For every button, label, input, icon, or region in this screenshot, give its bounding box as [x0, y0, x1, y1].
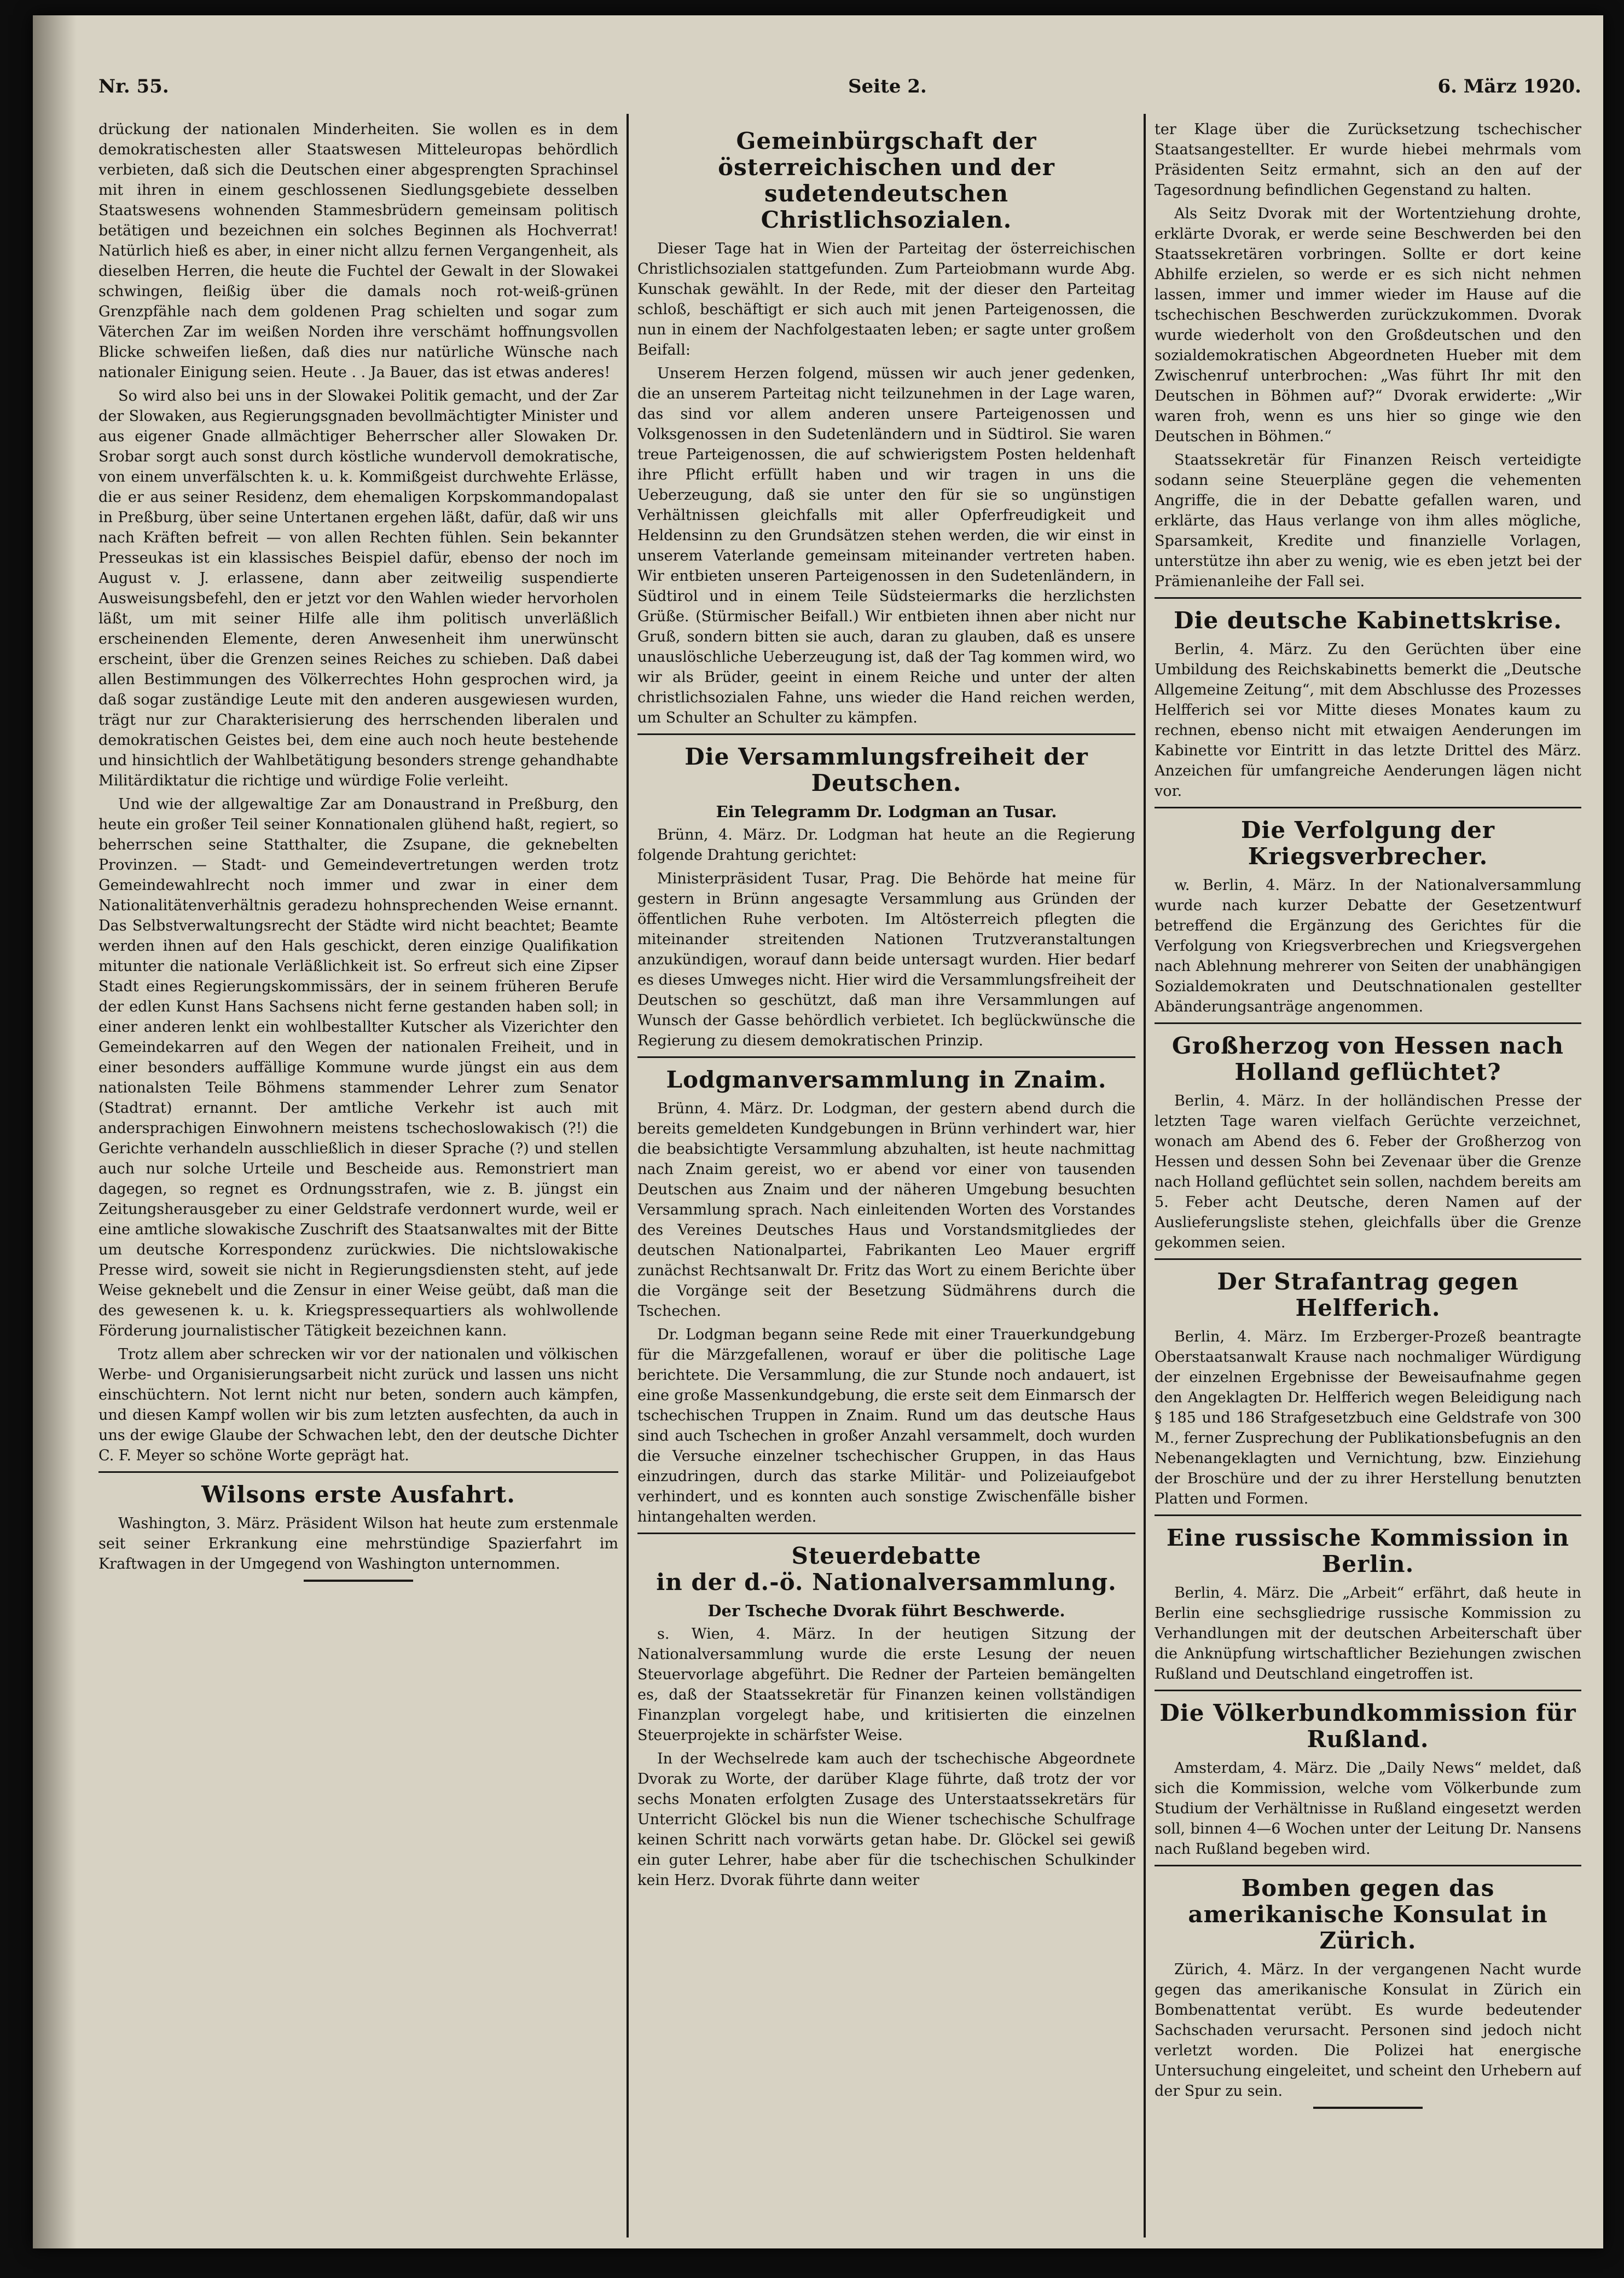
article-title: Die Völkerbundkommission für Rußland. — [1159, 1699, 1576, 1753]
issue-date: 6. März 1920. — [1437, 76, 1581, 97]
paragraph: So wird also bei uns in der Slowakei Politik gemacht, und der Zar der Slowaken, aus Regierungsgnaden bevollmächtigter Minister und aus eigener Gnade allmächtiger Beherrscher aller Slowaken Dr. Srobar sorgt auch sonst durch köstliche wundervoll demokratische, von einem unverfälschten k. u. k. Kommißgeist durchwehte Erlässe, die er aus seiner Residenz, dem ehemaligen Korpskommandopalast in Preßburg, über seine Untertanen ergehen läßt, dafür, daß wir uns nach Kräften befreit — von allen Rechten fühlen. Sein bekannter Presseukas ist ein klassisches Beispiel dafür, ebenso der noch im August v. J. erlassene, dann aber zeitweilig suspendierte Ausweisungsbefehl, den er jetzt vor den Wahlen wieder hervorholen läßt, um mit seiner Hilfe alle ihm politisch unverläßlich erscheinenden Elemente, deren Anwesenheit ihm unerwünscht erscheint, über die Grenzen seines Reiches zu schieben. Daß dabei allen Bestimmungen des Völkerrechtes Hohn gesprochen wird, ja daß sogar zuständige Leute mit den anderen ausgewiesen wurden, trägt nur zur Charakterisierung des herrschenden liberalen und demokratischen Geistes bei, dem eine auch noch heute bestehende und hinsichtlich der Wahlbetätigung besonders strenge gehandhabte Militärdiktatur die richtige und würdige Folie verleiht. — [98, 388, 618, 789]
section-rule — [1155, 1258, 1581, 1260]
paragraph: Und wie der allgewaltige Zar am Donaustrand in Preßburg, den heute ein großer Teil seiner Konnationalen glühend haßt, regiert, so beherrschen seine Statthalter, die Zsupane, die geknebelten Provinzen. — Stadt- und Gemeindevertretungen werden trotz Gemeindewahlrecht noch immer und zwar in einer dem Nationalitätenverhältnis geradezu hohnsprechenden Weise ernannt. Das Selbstverwaltungsrecht der Städte wird nicht beachtet; Beamte werden ihnen auf den Hals geschickt, deren einzige Qualifikation mitunter die nationale Verläßlichkeit ist. So erfreut sich eine Zipser Stadt eines Regierungskommissärs, der in seinem früheren Berufe der edlen Kunst Hans Sachsens nicht ferne gestanden haben soll; in einer anderen lenkt ein wohlbestallter Kutscher als Vizerichter den Gemeindekarren auf den Wegen der nationalen Freiheit, und in einer besonders auffällige Kommune wurde jüngst ein aus dem nationalsten Teile Böhmens stammender Lehrer zum Senator (Stadtrat) ernannt. Der amtliche Verkehr ist auch mit andersprachigen Einwohnern meistens tschechoslowakisch (?!) die Gerichte verhandeln ausschließlich in dieser Sprache (?) und stellen auch nur solche Urteile und Bescheide aus. Remonstriert man dagegen, so regnet es Ordnungsstrafen, wie z. B. jüngst ein Zeitungsherausgeber zu einer Geldstrafe verdonnert wurde, weil er eine amtliche slowakische Zuschrift des Staatsanwaltes mit der Bitte um deutsche Korrespondenz zurückwies. Die nichtslowakische Presse wird, soweit sie nicht in Regierungsdiensten steht, auf jede Weise geknebelt und die Zensur in einer Weise geübt, daß man die des gewesenen k. u. k. Kriegspressequartiers als wohlwollende Förderung journalistischer Tätigkeit bezeichnen kann. — [98, 796, 618, 1339]
paragraph: Berlin, 4. März. In der holländischen Presse der letzten Tage waren vielfach Gerüchte verzeichnet, wonach am Abend des 6. Feber der Großherzog von Hessen und dessen Sohn bei Zevenaar über die Grenze nach Holland geflüchtet sein sollen, nachdem bereits am 5. Feber acht Deutsche, deren Namen auf der Auslieferungsliste stehen, gleichfalls über die Grenze gekommen seien. — [1155, 1092, 1581, 1251]
paragraph: Brünn, 4. März. Dr. Lodgman hat heute an die Regierung folgende Drahtung gerichtet: — [637, 826, 1135, 864]
paragraph: w. Berlin, 4. März. In der Nationalversammlung wurde nach kurzer Debatte der Gesetzentwurf betreffend die Ergänzung des Gerichtes für die Verfolgung von Kriegsverbrechen und Kriegsvergehen nach Ablehnung mehrerer von Seiten der unabhängigen Sozialdemokraten und Deutschnationalen gestellter Abänderungsanträge angenommen. — [1155, 877, 1581, 1015]
section-rule — [1155, 597, 1581, 599]
page-shadow — [33, 15, 77, 2248]
section-rule — [637, 1056, 1135, 1058]
article-title: Der Strafantrag gegen Helfferich. — [1217, 1268, 1519, 1321]
column-divider — [1144, 114, 1146, 2237]
newspaper-page — [33, 15, 1603, 2248]
paragraph: Berlin, 4. März. Die „Arbeit“ erfährt, daß heute in Berlin eine sechsgliedrige russische Kommission zu Verhandlungen mit der deutschen Arbeiterschaft über die Anknüpfung wirtschaftlicher Beziehungen zwischen Rußland und Deutschland eingetroffen ist. — [1155, 1585, 1581, 1683]
article-subtitle: Der Tscheche Dvorak führt Beschwerde. — [707, 1601, 1065, 1620]
page-number: Seite 2. — [848, 76, 927, 97]
end-rule — [304, 1580, 413, 1582]
article-title: Die Verfolgung der Kriegsverbrecher. — [1241, 817, 1495, 870]
paragraph: Brünn, 4. März. Dr. Lodgman, der gestern abend durch die bereits gemeldeten Kundgebungen in Brünn verhindert war, hier die beabsichtigte Versammlung abzuhalten, ist heute nachmittag nach Znaim gereist, wo er abend vor einer von tausenden Deutschen aus Znaim und der näheren Umgebung besuchten Versammlung sprach. Nach einleitenden Worten des Vorstandes des Vereines Deutsches Haus und Vorstandsmitgliedes der deutschen Nationalpartei, Fabrikanten Leo Mauer ergriff zunächst Rechtsanwalt Dr. Fritz das Wort zu einem Berichte über die Vorgänge seit der Besetzung Südmährens durch die Tschechen. — [637, 1100, 1135, 1320]
paragraph: Zürich, 4. März. In der vergangenen Nacht wurde gegen das amerikanische Konsulat in Zürich ein Bombenattentat verübt. Es wurde bedeutender Sachschaden verursacht. Personen sind jedoch nicht verletzt worden. Die Polizei hat energische Untersuchung eingeleitet, und scheint den Urhebern auf der Spur zu sein. — [1155, 1961, 1581, 2100]
paragraph: Washington, 3. März. Präsident Wilson hat heute zum erstenmale seit seiner Erkrankung eine mehrstündige Spazierfahrt im Kraftwagen in der Umgegend von Washington unternommen. — [98, 1515, 618, 1572]
section-rule — [637, 733, 1135, 735]
article-title: Lodgmanversammlung in Znaim. — [666, 1066, 1107, 1093]
article-title: Großherzog von Hessen nach Holland geflüchtet? — [1171, 1032, 1564, 1085]
section-rule — [1155, 1690, 1581, 1691]
paragraph: drückung der nationalen Minderheiten. Sie wollen es in dem demokratischesten aller Staatswesen Mitteleuropas behördlich verbieten, daß sich die Deutschen einer abgesprengten Sprachinsel mit ihren in einem geschlossenen Siedlungsgebiete desselben Staatswesens wohnenden Stammesbrüdern gemeinsam politisch betätigen und bezeichnen ein solches Beginnen als Hochverrat! Natürlich hieß es aber, in einer nicht allzu fernen Vergangenheit, als dieselben Herren, die heute die Fuchtel der Gewalt in der Slowakei schwingen, fleißig über die damals noch rot-weiß-grünen Grenzpfähle nach dem goldenen Prag schielten und sogar zum Väterchen Zar im weißen Norden ihre verschämt hoffnungsvollen Blicke schweifen ließen, daß dies nur natürliche Wünsche nach nationaler Einigung seien. Heute . . Ja Bauer, das ist etwas anderes! — [98, 121, 618, 381]
paragraph: Als Seitz Dvorak mit der Wortentziehung drohte, erklärte Dvorak, er werde seine Beschwerden bei den Staatssekretären vorbringen. Sollte er dort keine Abhilfe erzielen, so werde er es sich nicht nehmen lassen, immer und immer wieder im Hause auf die tschechischen Beschwerden zurückzukommen. Dvorak wurde wiederholt von den Großdeutschen und den sozialdemokratischen Abgeordneten Hueber mit dem Zwischenruf unterbrochen: „Was führt Ihr mit den Deutschen in Böhmen auf?“ Dvorak erwiderte: „Wir waren froh, wenn es uns hier so ginge wie den Deutschen in Böhmen.“ — [1155, 205, 1581, 445]
section-rule — [637, 1533, 1135, 1534]
page-header — [98, 76, 1581, 108]
paragraph: In der Wechselrede kam auch der tschechische Abgeordnete Dvorak zu Worte, der darüber Klage führte, daß trotz der vor sechs Monaten erfolgten Zusage des Unterstaatssekretärs für Unterricht Glöckel bis nun die Wiener tschechische Schulfrage keinen Schritt nach vorwärts getan habe. Dr. Glöckel sei gewiß ein guter Lehrer, habe aber für die tschechischen Schulkinder kein Herz. Dvorak führte dann weiter — [637, 1750, 1135, 1889]
article-title: Die deutsche Kabinettskrise. — [1174, 607, 1562, 634]
article-title: Die Versammlungsfreiheit der Deutschen. — [685, 743, 1088, 796]
paragraph: Staatssekretär für Finanzen Reisch verteidigte sodann seine Steuerpläne gegen die vehementen Angriffe, die in der Debatte gefallen waren, und erklärte, das Haus verlange von ihm alles mögliche, Sparsamkeit, Kredite und finanzielle Vorlagen, unterstütze ihn aber zu wenig, wie es eben jetzt bei der Prämienanleihe der Fall sei. — [1155, 452, 1581, 590]
article-title: Wilsons erste Ausfahrt. — [201, 1481, 515, 1508]
end-rule — [1313, 2107, 1423, 2109]
issue-number: Nr. 55. — [98, 76, 169, 97]
column-left — [98, 119, 618, 2221]
section-rule — [1155, 1514, 1581, 1516]
paragraph: Unserem Herzen folgend, müssen wir auch jener gedenken, die an unserem Parteitag nicht teilzunehmen in der Lage waren, das sind vor allem anderen unsere Parteigenossen und Volksgenossen in den Sudetenländern und in Südtirol. Sie waren treue Parteigenossen, die auf schwierigstem Posten heldenhaft ihre Pflicht erfüllt haben und wir tragen in uns die Ueberzeugung, daß sie unter den für sie so ungünstigen Verhältnissen gleichfalls mit aller Opferfreudigkeit und Heldensinn zu den Grundsätzen stehen werden, die wir einst in unserem Vaterlande gemeinsam miteinander vertreten haben. Wir entbieten unseren Parteigenossen in den Sudetenländern, in Südtirol und in einem Teile Südsteiermarks die herzlichsten Grüße. (Stürmischer Beifall.) Wir entbieten ihnen aber nicht nur Gruß, sondern bitten sie auch, daran zu glauben, daß es unsere unauslöschliche Ueberzeugung ist, daß der Tag kommen wird, wo wir als Brüder, geeint in einem Reiche und unter der alten christlichsozialen Fahne, uns wieder die Hand reichen werden, um Schulter an Schulter zu kämpfen. — [637, 365, 1135, 726]
section-rule — [1155, 1865, 1581, 1866]
paragraph: s. Wien, 4. März. In der heutigen Sitzung der Nationalversammlung wurde die erste Lesung der neuen Steuervorlage abgeführt. Die Redner der Parteien bemängelten es, daß der Staatssekretär für Finanzen keinen vollständigen Finanzplan vorgelegt habe, und kritisierten die einzelnen Steuerprojekte in schärfster Weise. — [637, 1626, 1135, 1744]
article-title-line2: in der d.-ö. Nationalversammlung. — [656, 1569, 1117, 1595]
paragraph: Berlin, 4. März. Zu den Gerüchten über eine Umbildung des Reichskabinetts bemerkt die „Deutsche Allgemeine Zeitung“, mit dem Abschlusse des Prozesses Helfferich sei vor Mitte dieses Monates kaum zu rechnen, ebenso nicht mit etwaigen Aenderungen im Kabinette vor Eintritt in das letzte Drittel des März. Anzeichen für umfangreiche Aenderungen lägen nicht vor. — [1155, 641, 1581, 800]
column-right — [1155, 119, 1581, 2221]
section-rule — [1155, 1022, 1581, 1024]
paragraph: Ministerpräsident Tusar, Prag. Die Behörde hat meine für gestern in Brünn angesagte Versammlung aus Gründen der öffentlichen Ruhe verboten. Im Altösterreich pflegten die miteinander streitenden Nationen Trutzveranstaltungen anzukündigen, worauf dann beide untersagt wurden. Hier bedarf es dieses Umweges nicht. Hier wird die Versammlungsfreiheit der Deutschen so geschützt, daß man ihre Versammlungen auf Wunsch der Gasse behördlich verbietet. Ich beglückwünsche die Regierung zu diesem demokratischen Prinzip. — [637, 870, 1135, 1049]
paragraph: Amsterdam, 4. März. Die „Daily News“ meldet, daß sich die Kommission, welche vom Völkerbunde zum Studium der Verhältnisse in Rußland eingesetzt werden soll, binnen 4—6 Wochen unter der Leitung Dr. Nansens nach Rußland begeben wird. — [1155, 1760, 1581, 1858]
article-title: Steuerdebatte — [791, 1542, 982, 1569]
paragraph: ter Klage über die Zurücksetzung tschechischer Staatsangestellter. Er wurde hiebei mehrmals vom Präsidenten Seitz ermahnt, sich an den auf der Tagesordnung befindlichen Gegenstand zu halten. — [1155, 121, 1581, 199]
paragraph: Trotz allem aber schrecken wir vor der nationalen und völkischen Werbe- und Organisierungsarbeit nicht zurück und lassen uns nicht einschüchtern. Not lernt nicht nur beten, sondern auch kämpfen, und diesen Kampf wollen wir bis zum letzten ausfechten, da auch in uns der ewige Glaube der Schwachen lebt, den der deutsche Dichter C. F. Meyer so schöne Worte geprägt hat. — [98, 1346, 618, 1464]
section-rule — [98, 1471, 618, 1473]
article-title: Gemeinbürgschaft der österreichischen und der sudetendeutschen Christlichsozialen. — [718, 128, 1055, 233]
column-middle — [637, 119, 1135, 2221]
paragraph: Berlin, 4. März. Im Erzberger-Prozeß beantragte Oberstaatsanwalt Krause nach nochmaliger Würdigung der einzelnen Ergebnisse der Beweisaufnahme gegen den Angeklagten Dr. Helfferich wegen Beleidigung nach § 185 und 186 Strafgesetzbuch eine Geldstrafe von 300 M., ferner Zusprechung der Publikationsbefugnis an den Nebenangeklagten und Vernichtung, bzw. Einziehung der Broschüre und der zu ihrer Herstellung benutzten Platten und Formen. — [1155, 1328, 1581, 1507]
article-subtitle: Ein Telegramm Dr. Lodgman an Tusar. — [716, 802, 1057, 821]
column-divider — [627, 114, 629, 2237]
section-rule — [1155, 807, 1581, 808]
paragraph: Dieser Tage hat in Wien der Parteitag der österreichischen Christlichsozialen stattgefunden. Zum Parteiobmann wurde Abg. Kunschak gewählt. In der Rede, mit der dieser den Parteitag schloß, beschäftigt er sich auch mit jenen Parteigenossen, die nun in einem der Nachfolgestaaten leben; er sagte unter großem Beifall: — [637, 240, 1135, 359]
paragraph: Dr. Lodgman begann seine Rede mit einer Trauerkundgebung für die Märzgefallenen, worauf er über die politische Lage berichtete. Die Versammlung, die zur Stunde noch andauert, ist eine große Massenkundgebung, die erste seit dem Einmarsch der tschechischen Truppen in Znaim. Rund um das deutsche Haus sind auch Tschechen in großer Anzahl versammelt, doch wurden die Versuche einzelner tschechischer Gruppen, in das Haus einzudringen, durch das starke Militär- und Polizeiaufgebot verhindert, und es konnten auch sonstige Zwischenfälle bisher hintangehalten werden. — [637, 1326, 1135, 1525]
article-title: Eine russische Kommission in Berlin. — [1166, 1524, 1570, 1577]
article-title: Bomben gegen das amerikanische Konsulat in Zürich. — [1188, 1875, 1548, 1954]
